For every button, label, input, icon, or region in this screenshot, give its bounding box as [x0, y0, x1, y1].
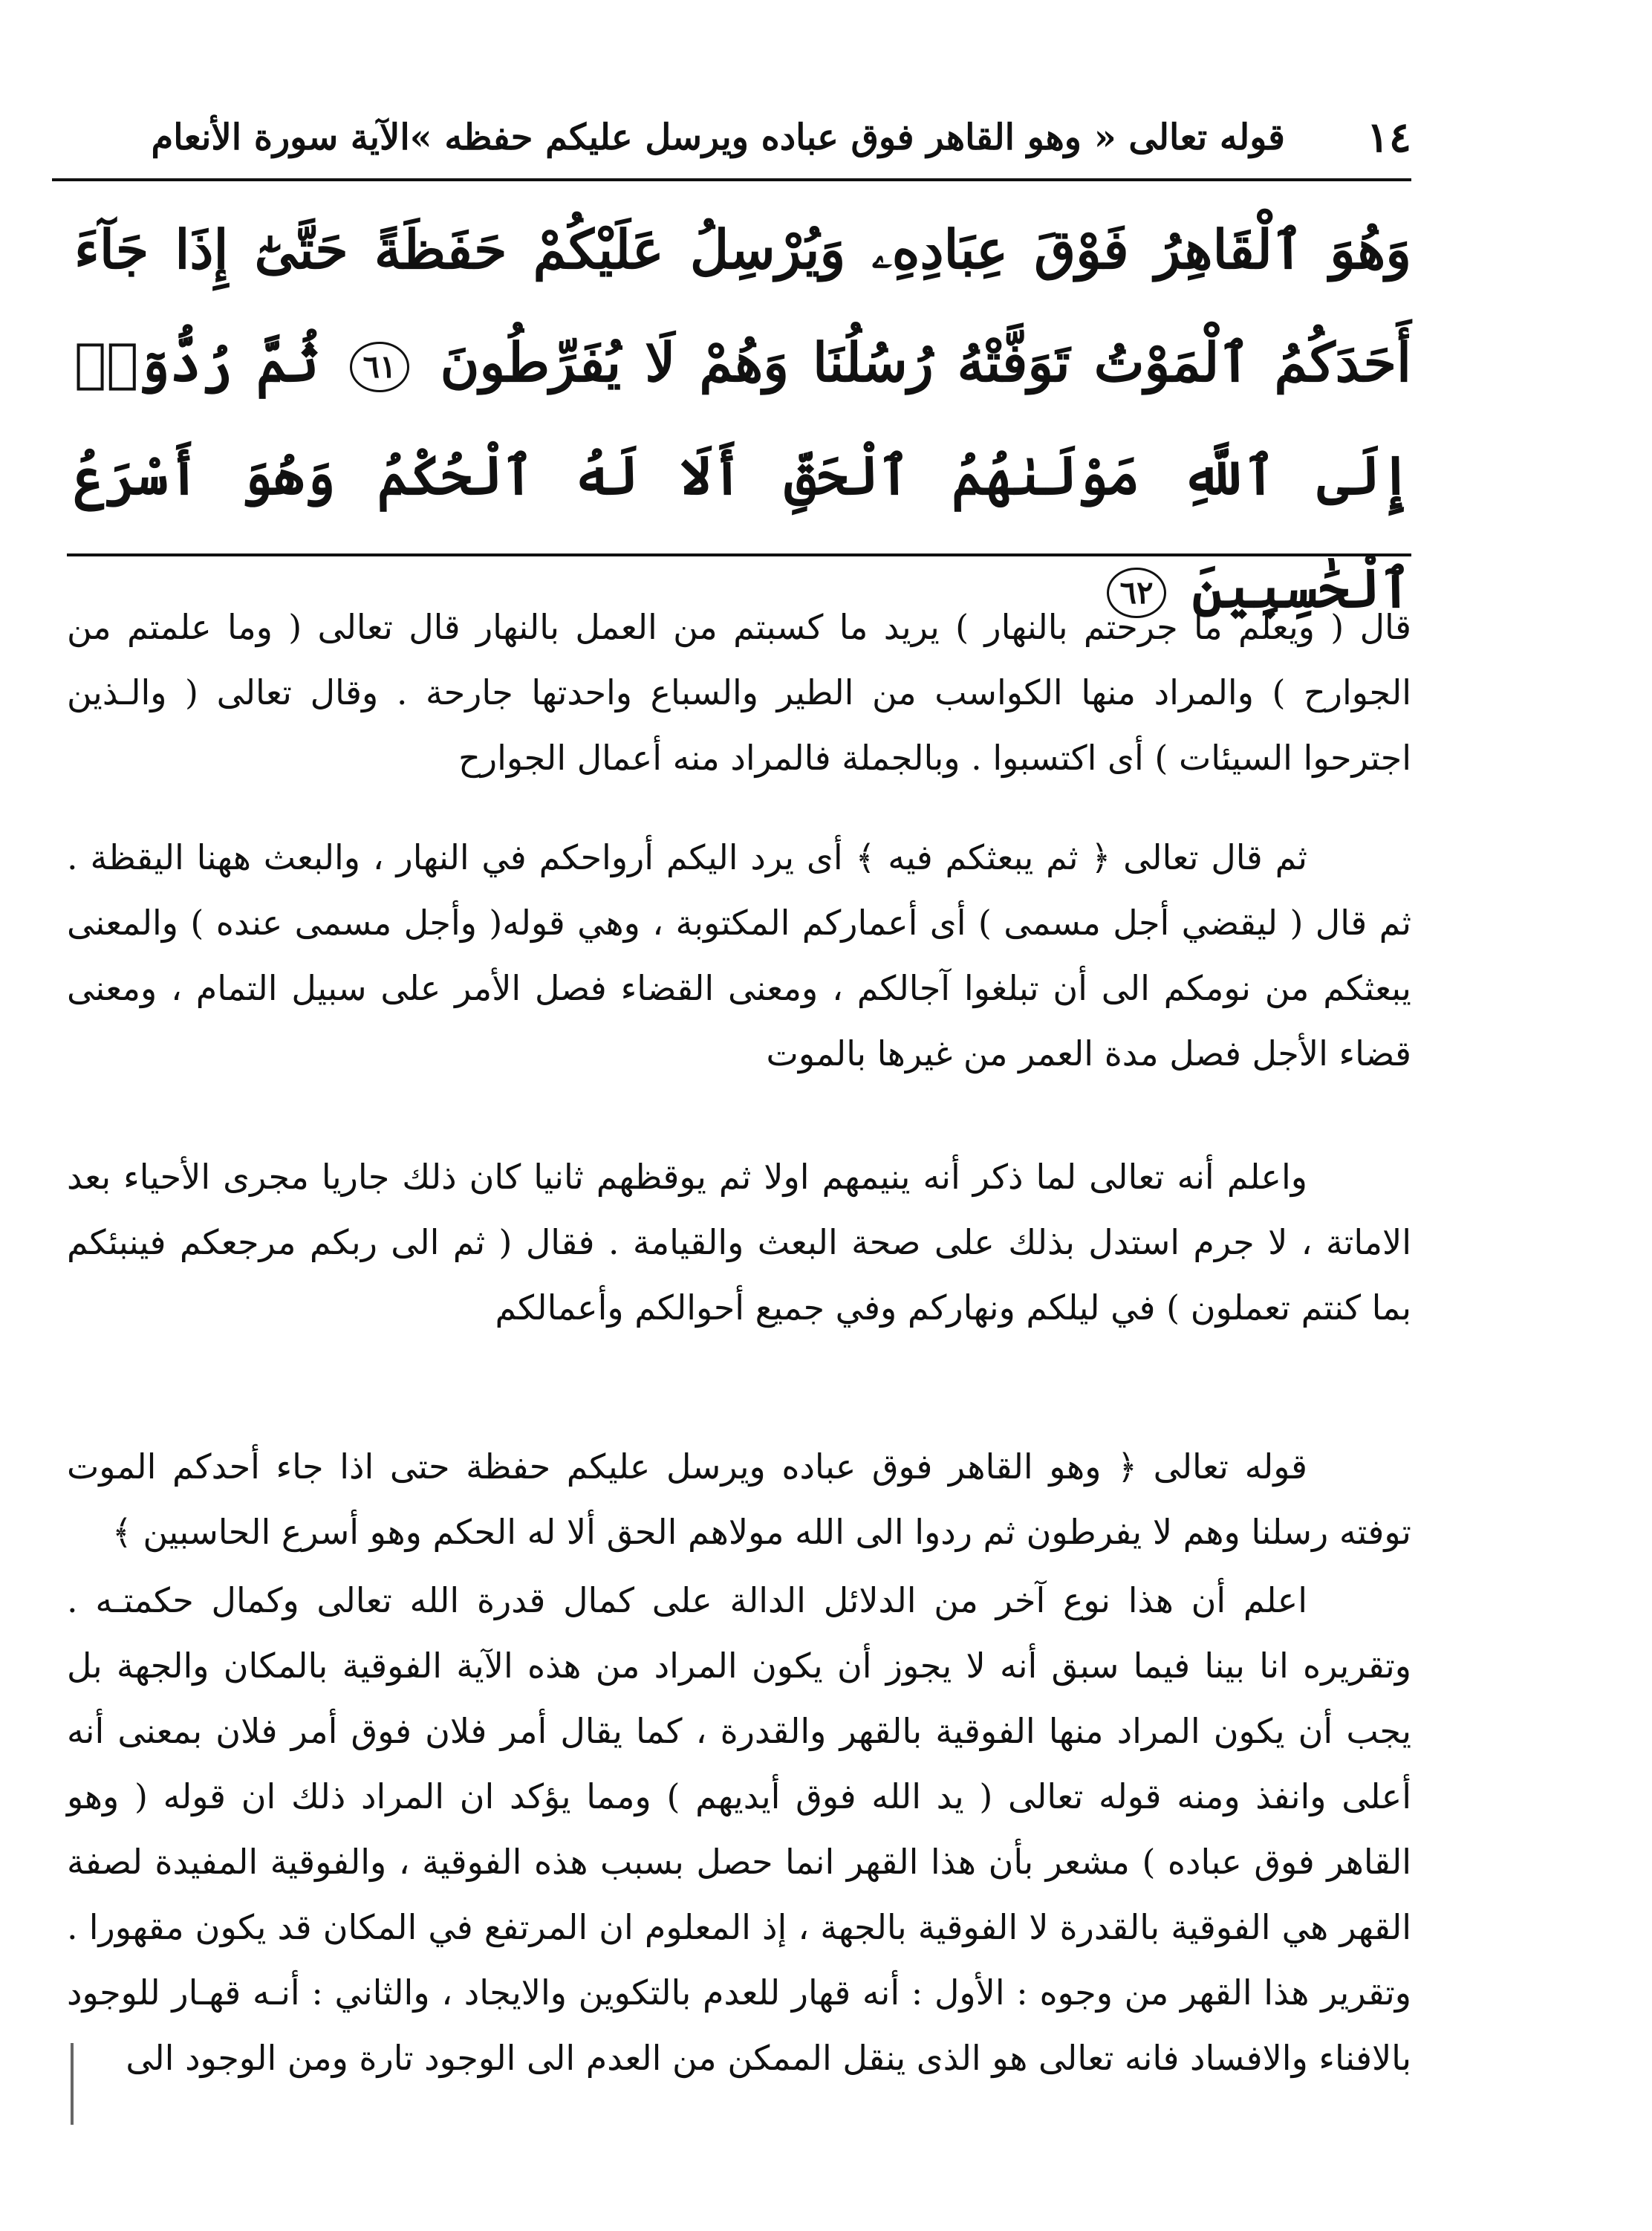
- ayah-marker-62: ٦٢: [1107, 568, 1165, 618]
- paragraph-text: قال ( ويعلم ما جرحتم بالنهار ) يريد ما كسبتم من العمل بالنهار قال تعالى ( وما علمتم من الجوارح ) والمراد منها الكواسب من الطير والسباع واحدتها جارحة . وقال تعالى ( والـذين اجترحوا السيئات ) أى اكتسبوا . وبالجملة فالمراد منه أعمال الجوارح: [67, 607, 1411, 778]
- paragraph-text: واعلم أنه تعالى لما ذكر أنه ينيمهم اولا ثم يوقظهم ثانيا كان ذلك جاريا مجرى الأحياء بعد الاماتة ، لا جرم استدل بذلك على صحة البعث والقيامة . فقال ( ثم الى ربكم مرجعكم فينبئكم بما كنتم تعملون ) في ليلكم ونهاركم وفي جميع أحوالكم وأعمالكم: [67, 1157, 1411, 1328]
- verse-text-62: ثُمَّ رُدُّوٓا۟ إِلَى ٱللَّهِ مَوْلَىٰهُمُ ٱلْحَقِّ أَلَا لَهُ ٱلْحُكْمُ وَهُوَ أَسْرَعُ ٱلْحَٰسِبِينَ: [74, 331, 1411, 620]
- commentary-paragraph-1: [67, 594, 1411, 790]
- commentary-paragraph-3: [67, 1144, 1411, 1340]
- page-number: ١٤: [1366, 113, 1411, 162]
- quran-verse-block: [74, 193, 1411, 645]
- header-rule: [52, 178, 1411, 181]
- paragraph-text: ثم قال تعالى ﴿ ثم يبعثكم فيه ﴾ أى يرد اليكم أرواحكم في النهار ، والبعث ههنا اليقظة . ثم قال ( ليقضي أجل مسمى ) أى أعماركم المكتوبة ، وهي قوله( وأجل مسمى عنده ) والمعنى يبعثكم من نومكم الى أن تبلغوا آجالكم ، ومعنى القضاء فصل الأمر على سبيل التمام ، ومعنى قضاء الأجل فصل مدة العمر من غيرها بالموت: [67, 837, 1411, 1074]
- paragraph-text: اعلم أن هذا نوع آخر من الدلائل الدالة على كمال قدرة الله تعالى وكمال حكمتـه . وتقريره انا بينا فيما سبق أنه لا يجوز أن يكون المراد من هذه الآية الفوقية بالمكان والجهة بل يجب أن يكون المراد منها الفوقية بالقهر والقدرة ، كما يقال أمر فلان فوق أمر فلان بمعنى أنه أعلى وانفذ ومنه قوله تعالى ( يد الله فوق أيديهم ) ومما يؤكد ان المراد ذلك ان قوله ( وهو القاهر فوق عباده ) مشعر بأن هذا القهر انما حصل بسبب هذه الفوقية ، والفوقية المفيدة لصفة القهر هي الفوقية بالقدرة لا الفوقية بالجهة ، إذ المعلوم ان المرتفع في المكان قد يكون مقهورا . وتقرير هذا القهر من وجوه : الأول : أنه قهار للعدم بالتكوين والايجاد ، والثاني : أنـه قهـار للوجود بالافناء والافساد فانه تعالى هو الذى ينقل الممكن من العدم الى الوجود تارة ومن الوجود الى: [67, 1580, 1412, 2078]
- running-head: قوله تعالى « وهو القاهر فوق عباده ويرسل عليكم حفظه »الآية سورة الأنعام: [151, 117, 1285, 158]
- ayah-marker-61: ٦١: [350, 342, 409, 392]
- verse-heading-paragraph: [67, 1434, 1411, 1565]
- margin-mark: [71, 2043, 74, 2125]
- commentary-paragraph-2: [67, 825, 1411, 1086]
- verse-text-61: وَهُوَ ٱلْقَاهِرُ فَوْقَ عِبَادِهِۦ وَيُرْسِلُ عَلَيْكُمْ حَفَظَةً حَتَّىٰٓ إِذَا جَآءَ أَحَدَكُمُ ٱلْمَوْتُ تَوَفَّتْهُ رُسُلُنَا وَهُمْ لَا يُفَرِّطُونَ: [74, 218, 1411, 394]
- page-header: [151, 104, 1411, 171]
- commentary-paragraph-5: [67, 1568, 1411, 2091]
- paragraph-text: قوله تعالى ﴿ وهو القاهر فوق عباده ويرسل عليكم حفظة حتى اذا جاء أحدكم الموت توفته رسلنا وهم لا يفرطون ثم ردوا الى الله مولاهم الحق ألا له الحكم وهو أسرع الحاسبين ﴾: [67, 1446, 1411, 1552]
- verse-separator-rule: [67, 553, 1411, 556]
